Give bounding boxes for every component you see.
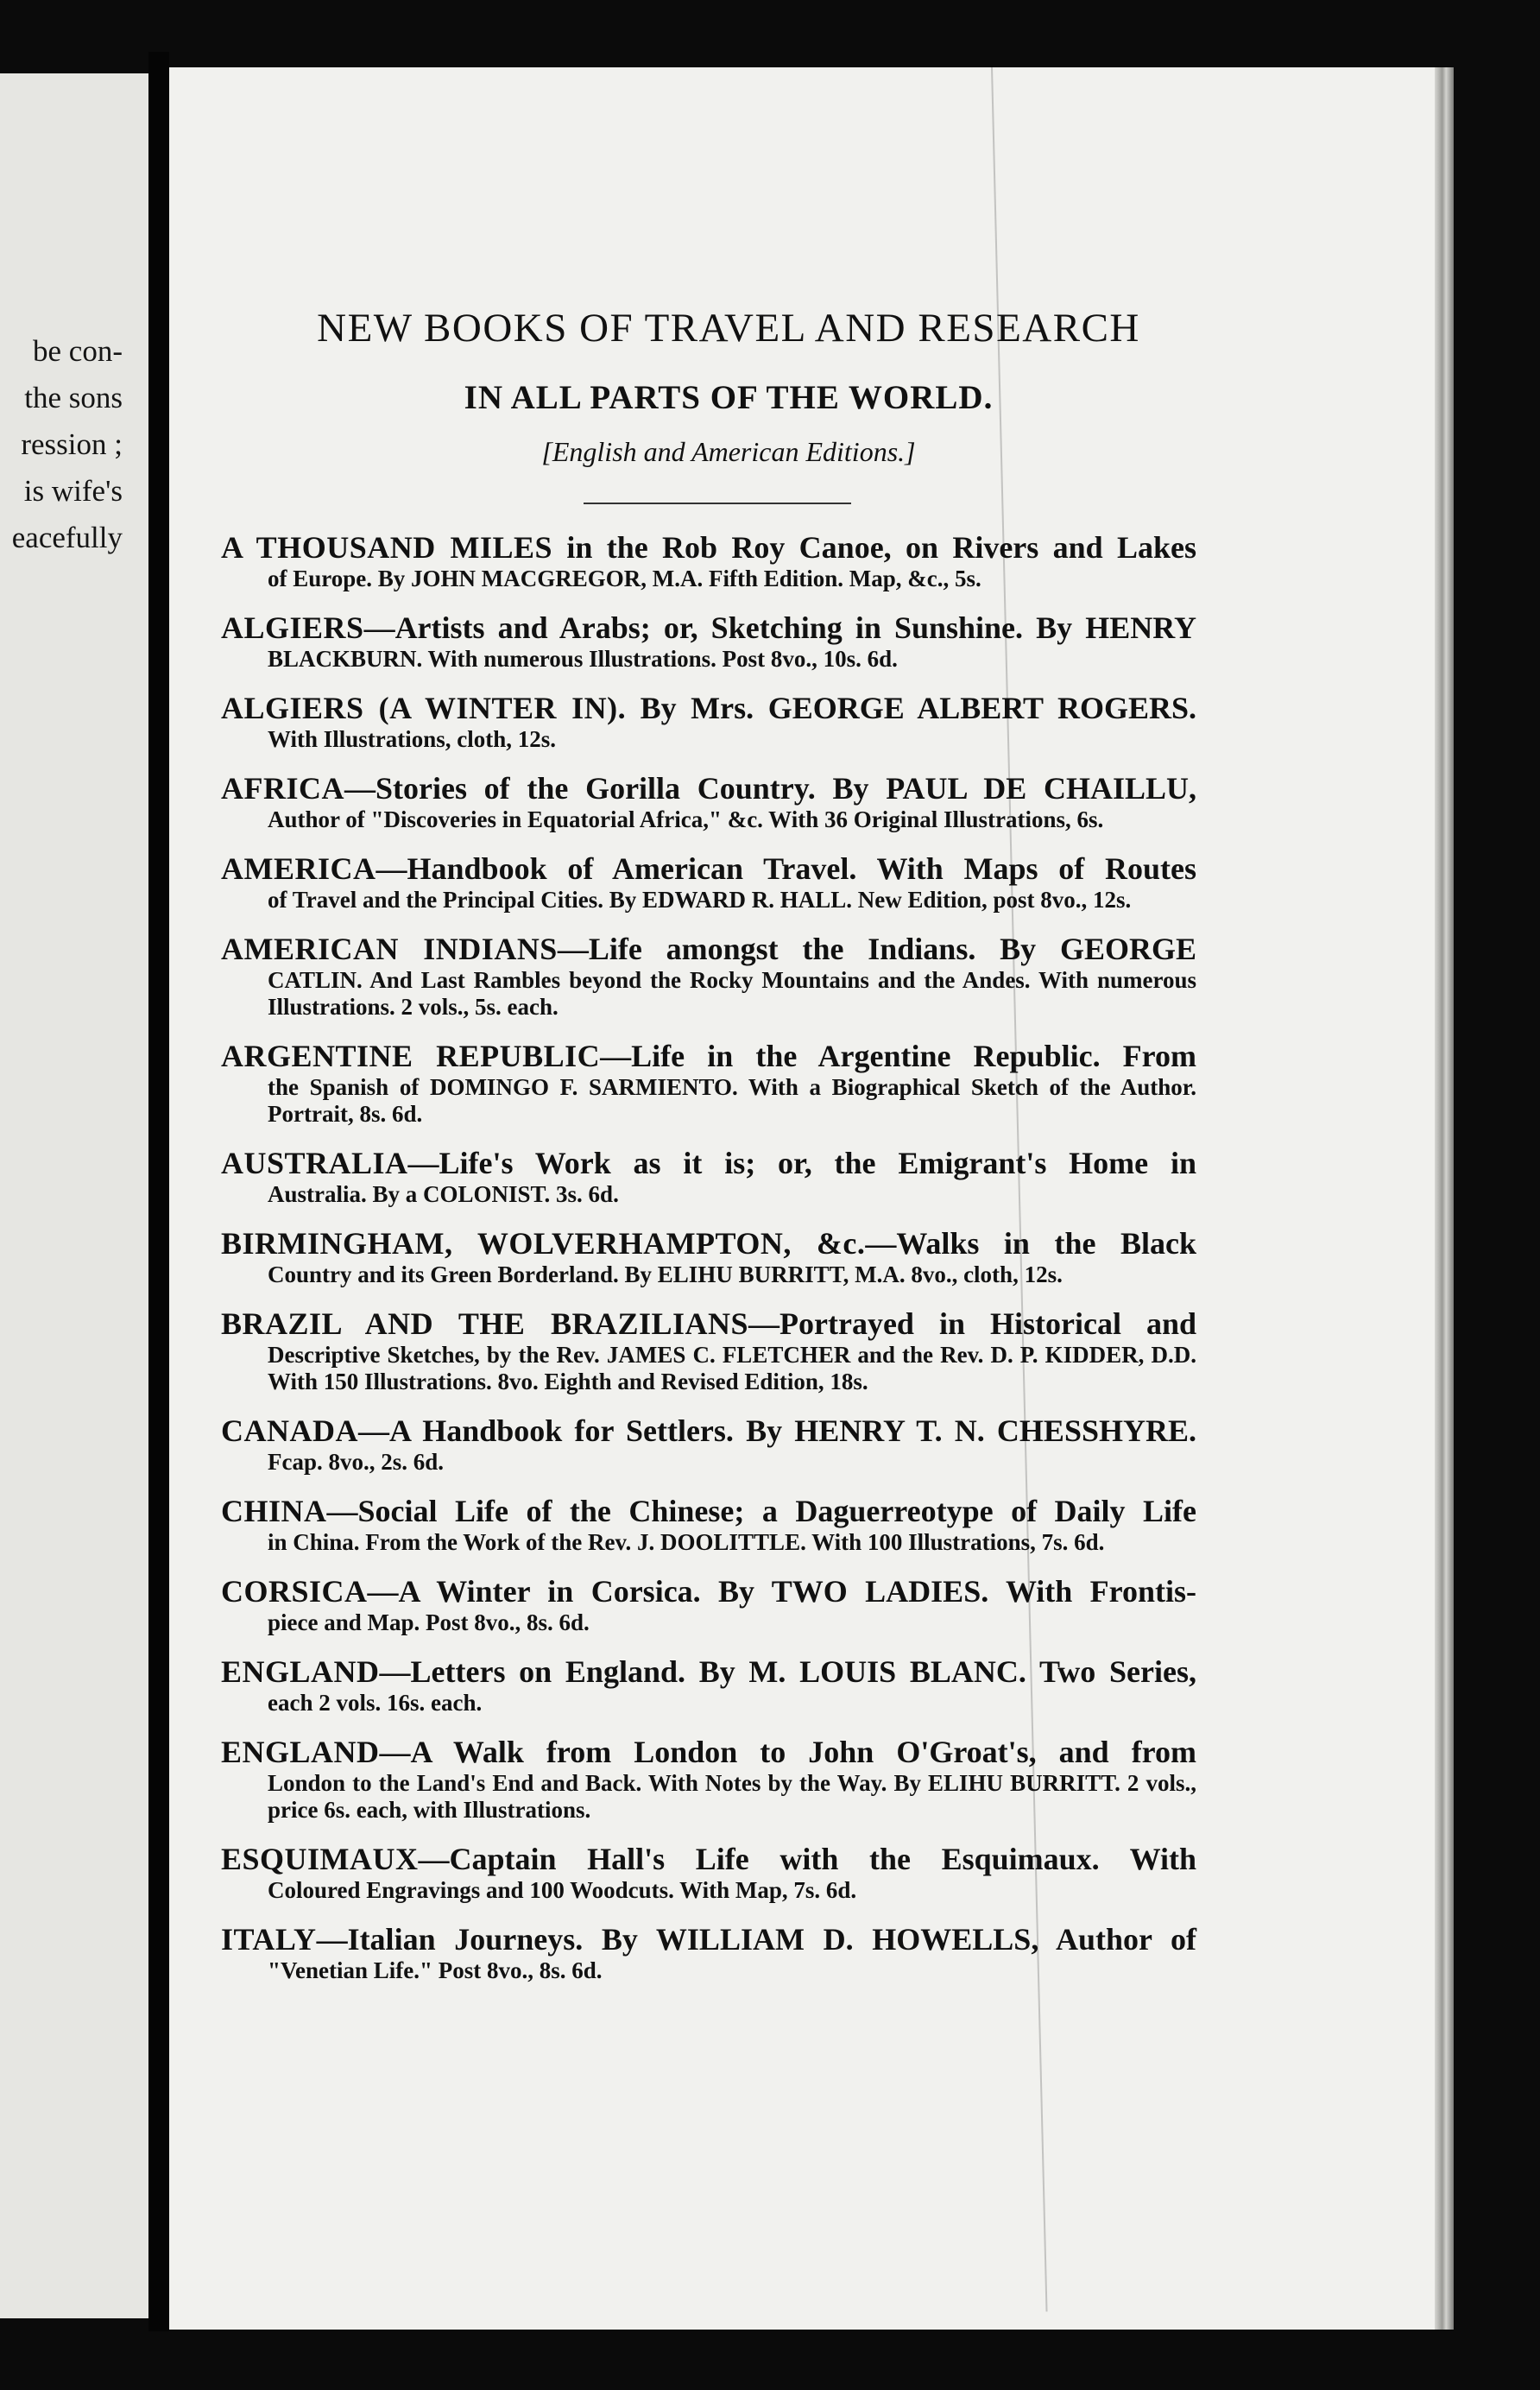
book-entry bbox=[221, 931, 1196, 1021]
book-entry bbox=[221, 1306, 1196, 1395]
entry-heading: ITALY bbox=[221, 1922, 317, 1957]
entry-details: BLACKBURN. With numerous Illustrations. Post 8vo., 10s. 6d. bbox=[268, 646, 898, 672]
book-entry bbox=[221, 529, 1196, 592]
entry-heading: CHINA bbox=[221, 1494, 327, 1528]
entry-first-line bbox=[221, 1225, 1196, 1261]
entry-details: piece and Map. Post 8vo., 8s. 6d. bbox=[268, 1609, 590, 1635]
entry-details: Descriptive Sketches, by the Rev. JAMES C. FLETCHER and the Rev. D. P. KIDDER, D.D. With 150 Illustrations. 8vo. Eighth and Revised Edition, 18s. bbox=[268, 1342, 1196, 1394]
book-entry bbox=[221, 690, 1196, 753]
entry-first-line bbox=[221, 610, 1196, 646]
entry-first-line bbox=[221, 931, 1196, 967]
entry-details: With Illustrations, cloth, 12s. bbox=[268, 726, 557, 752]
entry-first-line bbox=[221, 1145, 1196, 1181]
entry-heading: ENGLAND bbox=[221, 1735, 380, 1769]
entry-title-line: —Captain Hall's Life with the Esquimaux. With bbox=[418, 1842, 1196, 1876]
entry-first-line bbox=[221, 1493, 1196, 1529]
entry-heading: AMERICAN INDIANS bbox=[221, 932, 558, 966]
entry-first-line bbox=[221, 1573, 1196, 1609]
entry-heading: ALGIERS bbox=[221, 610, 364, 645]
entry-details: Australia. By a COLONIST. 3s. 6d. bbox=[268, 1181, 619, 1207]
entry-details: Coloured Engravings and 100 Woodcuts. With Map, 7s. 6d. bbox=[268, 1877, 857, 1903]
book-gutter bbox=[148, 52, 169, 2331]
entry-title-line: —A Handbook for Settlers. By HENRY T. N. CHESSHYRE. bbox=[358, 1413, 1196, 1448]
book-entry bbox=[221, 1493, 1196, 1556]
book-entry bbox=[221, 1921, 1196, 1984]
left-text-fragment: ression ; bbox=[21, 427, 123, 461]
book-entry bbox=[221, 1038, 1196, 1128]
entry-details: Author of "Discoveries in Equatorial Africa," &c. With 36 Original Illustrations, 6s. bbox=[268, 806, 1104, 832]
book-entry bbox=[221, 1573, 1196, 1636]
entry-title-line: By Mrs. GEORGE ALBERT ROGERS. bbox=[626, 691, 1196, 725]
entry-first-line bbox=[221, 1413, 1196, 1449]
entry-first-line bbox=[221, 1841, 1196, 1877]
entry-details: CATLIN. And Last Rambles beyond the Rocky Mountains and the Andes. With numerous Illustrations. 2 vols., 5s. each. bbox=[268, 967, 1196, 1020]
entry-title-line: —A Walk from London to John O'Groat's, and from bbox=[379, 1735, 1196, 1769]
book-entry bbox=[221, 1734, 1196, 1824]
left-text-fragment: the sons bbox=[24, 381, 123, 414]
entry-title-line: —Life in the Argentine Republic. From bbox=[600, 1039, 1196, 1073]
entry-first-line bbox=[221, 690, 1196, 726]
divider-rule bbox=[584, 503, 851, 504]
entry-heading: ENGLAND bbox=[221, 1654, 380, 1689]
page-subtitle: IN ALL PARTS OF THE WORLD. bbox=[464, 379, 994, 416]
left-text-fragment: be con- bbox=[33, 334, 123, 368]
entry-details: in China. From the Work of the Rev. J. DOOLITTLE. With 100 Illustrations, 7s. 6d. bbox=[268, 1529, 1105, 1555]
entry-heading: A THOUSAND MILES bbox=[221, 530, 553, 565]
left-page-fragment bbox=[0, 73, 151, 2318]
entry-heading: AUSTRALIA bbox=[221, 1146, 408, 1180]
entry-title-line: —Italian Journeys. By WILLIAM D. HOWELLS, Author of bbox=[316, 1922, 1196, 1957]
book-entry bbox=[221, 1653, 1196, 1717]
entry-title-line: —Stories of the Gorilla Country. By PAUL DE CHAILLU, bbox=[344, 771, 1196, 806]
editions-note: [English and American Editions.] bbox=[541, 436, 916, 467]
entry-details: of Europe. By JOHN MACGREGOR, M.A. Fifth Edition. Map, &c., 5s. bbox=[268, 566, 981, 591]
book-entry bbox=[221, 850, 1196, 914]
entry-first-line bbox=[221, 529, 1196, 566]
book-entry bbox=[221, 1145, 1196, 1208]
entry-title-line: —Walks in the Black bbox=[865, 1226, 1196, 1261]
book-list bbox=[221, 529, 1196, 2001]
entry-details: Fcap. 8vo., 2s. 6d. bbox=[268, 1449, 445, 1475]
page-title: NEW BOOKS OF TRAVEL AND RESEARCH bbox=[317, 306, 1140, 351]
book-entry bbox=[221, 1413, 1196, 1476]
entry-heading: CORSICA bbox=[221, 1574, 368, 1609]
entry-heading: BRAZIL AND THE BRAZILIANS bbox=[221, 1306, 749, 1341]
entry-details: of Travel and the Principal Cities. By EDWARD R. HALL. New Edition, post 8vo., 12s. bbox=[268, 887, 1132, 913]
entry-title-line: —Handbook of American Travel. With Maps of Routes bbox=[376, 851, 1196, 886]
entry-title-line: —Portrayed in Historical and bbox=[748, 1306, 1196, 1341]
entry-first-line bbox=[221, 1306, 1196, 1342]
entry-heading: CANADA bbox=[221, 1413, 358, 1448]
entry-title-line: —Letters on England. By M. LOUIS BLANC. Two Series, bbox=[379, 1654, 1196, 1689]
entry-title-line: in the Rob Roy Canoe, on Rivers and Lakes bbox=[552, 530, 1196, 565]
entry-first-line bbox=[221, 1734, 1196, 1770]
entry-heading: ARGENTINE REPUBLIC bbox=[221, 1039, 601, 1073]
entry-heading: BIRMINGHAM, WOLVERHAMPTON, &c. bbox=[221, 1226, 866, 1261]
entry-heading: ESQUIMAUX bbox=[221, 1842, 419, 1876]
entry-first-line bbox=[221, 850, 1196, 887]
page-edge bbox=[1435, 67, 1454, 2330]
book-entry bbox=[221, 1841, 1196, 1904]
book-entry bbox=[221, 770, 1196, 833]
entry-title-line: —Life amongst the Indians. By GEORGE bbox=[557, 932, 1196, 966]
entry-title-line: —Life's Work as it is; or, the Emigrant's Home in bbox=[407, 1146, 1196, 1180]
entry-first-line bbox=[221, 1038, 1196, 1074]
book-entry bbox=[221, 1225, 1196, 1288]
entry-details: the Spanish of DOMINGO F. SARMIENTO. With a Biographical Sketch of the Author. Portrait, 8s. 6d. bbox=[268, 1074, 1196, 1127]
entry-details: each 2 vols. 16s. each. bbox=[268, 1690, 483, 1716]
entry-first-line bbox=[221, 1653, 1196, 1690]
left-text-fragment: eacefully bbox=[11, 521, 123, 554]
entry-first-line bbox=[221, 770, 1196, 806]
entry-details: London to the Land's End and Back. With Notes by the Way. By ELIHU BURRITT. 2 vols., price 6s. each, with Illustrations. bbox=[268, 1770, 1196, 1823]
entry-details: Country and its Green Borderland. By ELIHU BURRITT, M.A. 8vo., cloth, 12s. bbox=[268, 1261, 1063, 1287]
left-text-fragment: is wife's bbox=[23, 474, 123, 508]
entry-heading: AMERICA bbox=[221, 851, 376, 886]
entry-heading: ALGIERS (A WINTER IN). bbox=[221, 691, 627, 725]
entry-details: "Venetian Life." Post 8vo., 8s. 6d. bbox=[268, 1957, 603, 1983]
entry-title-line: —A Winter in Corsica. By TWO LADIES. With Frontis- bbox=[367, 1574, 1196, 1609]
entry-first-line bbox=[221, 1921, 1196, 1957]
book-entry bbox=[221, 610, 1196, 673]
entry-heading: AFRICA bbox=[221, 771, 344, 806]
entry-title-line: —Artists and Arabs; or, Sketching in Sunshine. By HENRY bbox=[363, 610, 1196, 645]
entry-title-line: —Social Life of the Chinese; a Daguerreotype of Daily Life bbox=[326, 1494, 1196, 1528]
